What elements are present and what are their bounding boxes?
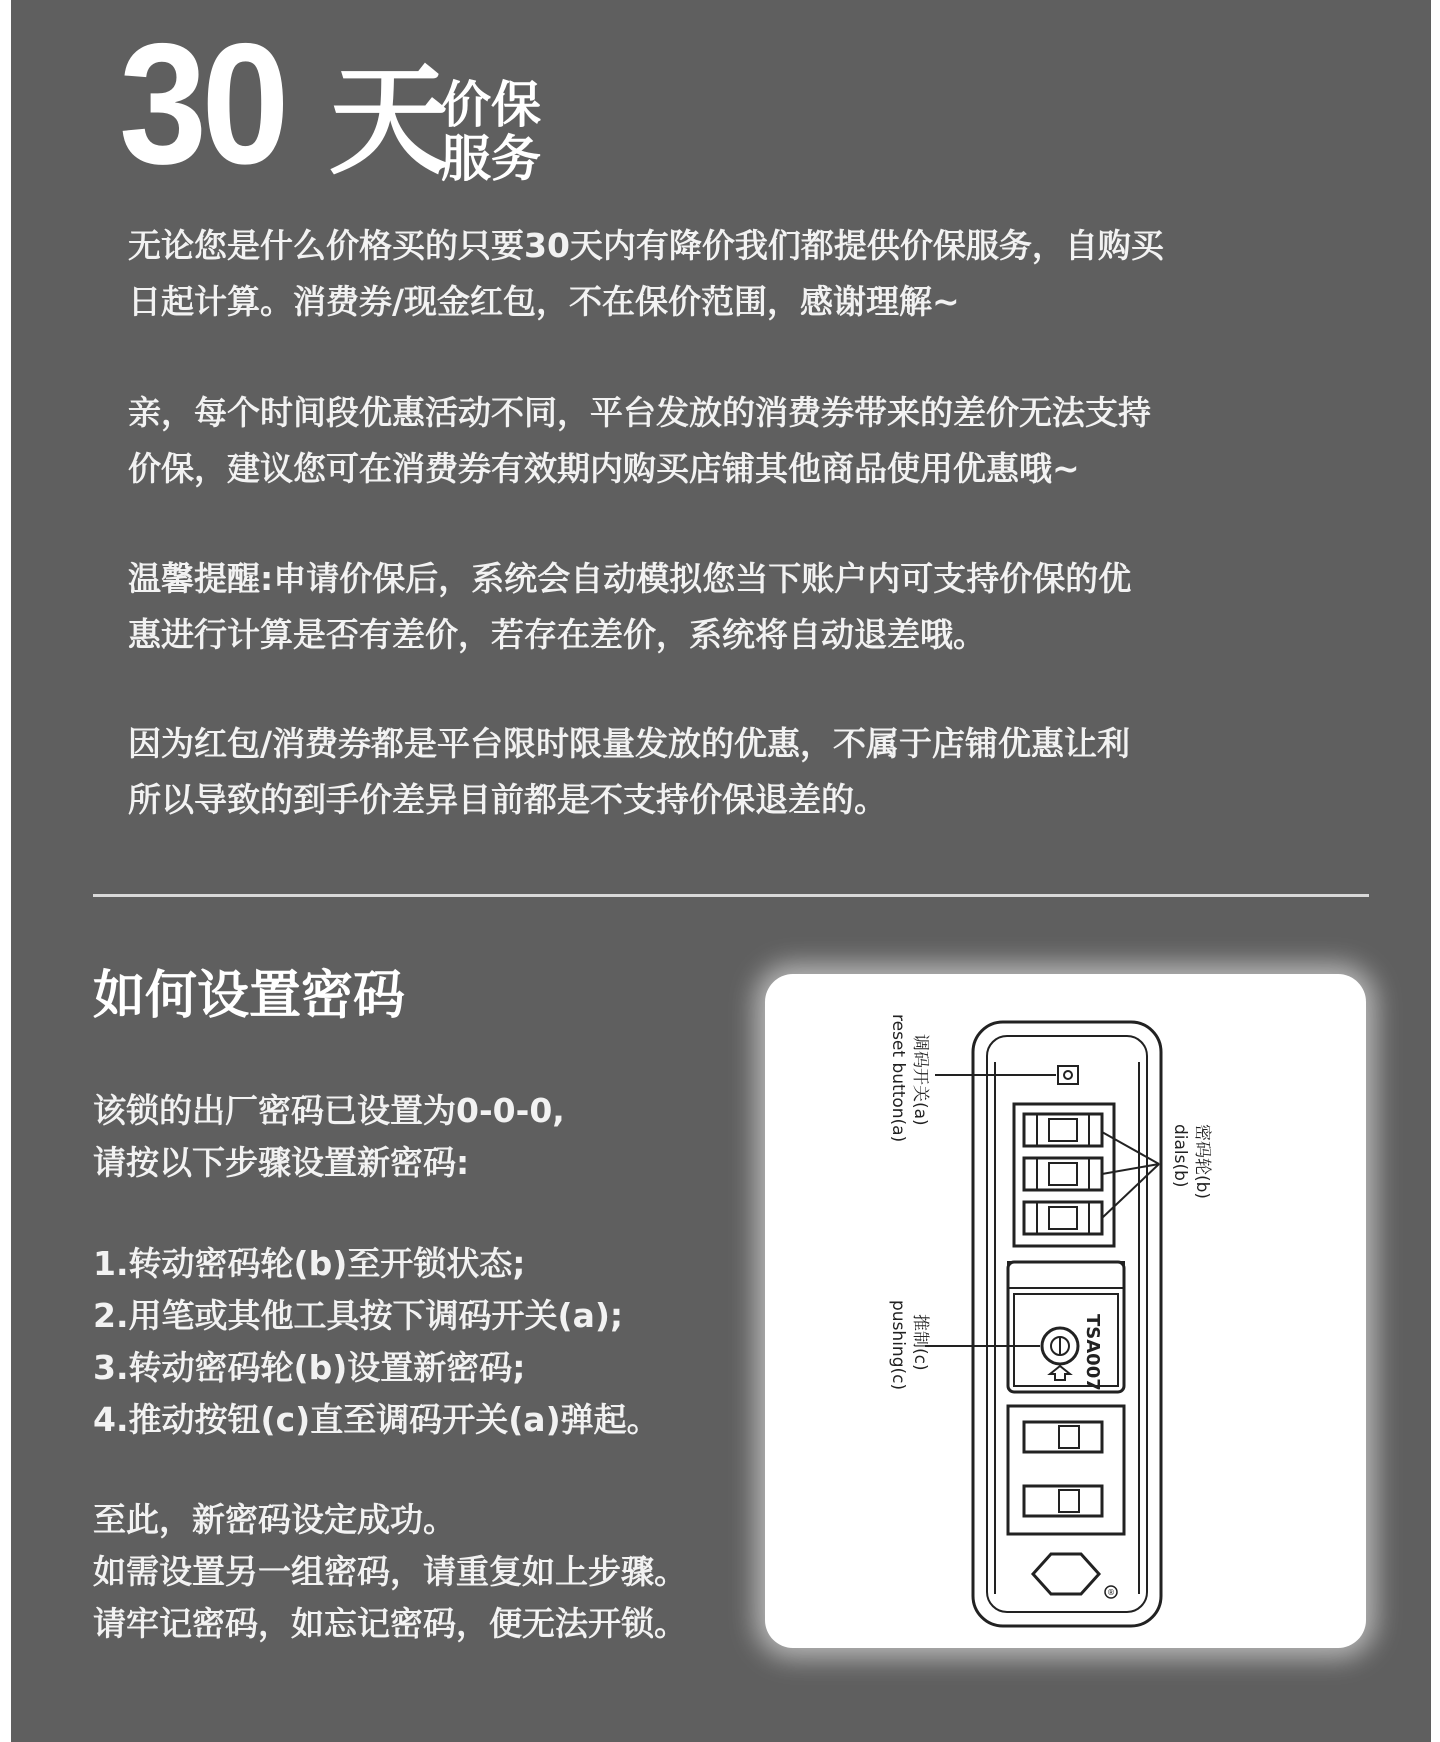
price-protection-page (11, 0, 1431, 1742)
notice-3-line-2: 惠进行计算是否有差价，若存在差价，系统将自动退差哦。 (128, 615, 986, 654)
notice-1-line-1: 无论您是什么价格买的只要30天内有降价我们都提供价保服务，自购买 (128, 226, 1164, 265)
notice-3-line-1: 温馨提醒:申请价保后，系统会自动模拟您当下账户内可支持价保的优 (128, 559, 1132, 598)
notice-paragraph-4 (128, 716, 1238, 828)
dials-leader-lines (1102, 1132, 1159, 1218)
outro-line-2: 如需设置另一组密码，请重复如上步骤。 (93, 1552, 687, 1591)
notice-paragraph-2 (128, 385, 1238, 497)
lock-diagram (765, 974, 1366, 1648)
step-2: 2.用笔或其他工具按下调码开关(a); (93, 1296, 624, 1335)
intro-line-1: 该锁的出厂密码已设置为0-0-0, (93, 1091, 565, 1130)
notice-paragraph-3 (128, 551, 1238, 663)
notice-2-line-2: 价保，建议您可在消费券有效期内购买店铺其他商品使用优惠哦~ (128, 449, 1080, 488)
header-subtitle (441, 78, 541, 186)
password-outro (93, 1494, 733, 1650)
reset-button-icon (1058, 1066, 1078, 1084)
intro-line-2: 请按以下步骤设置新密码: (93, 1143, 470, 1182)
notice-4-line-2: 所以导致的到手价差异目前都是不支持价保退差的。 (128, 780, 887, 819)
header-subtitle-line1: 价保 (441, 76, 541, 134)
outro-line-3: 请牢记密码，如忘记密码，便无法开锁。 (93, 1604, 687, 1643)
dial-1 (1024, 1114, 1102, 1146)
password-steps (93, 1238, 733, 1446)
reset-label-cn: 调码开关(a) (910, 1034, 930, 1126)
push-arrow-icon (1050, 1366, 1070, 1380)
dials-label-cn: 密码轮(b) (1192, 1124, 1212, 1200)
step-1: 1.转动密码轮(b)至开锁状态; (93, 1244, 526, 1283)
dials-label-en: dials(b) (1170, 1124, 1190, 1188)
tsa-logo-icon (1033, 1554, 1099, 1594)
notice-2-line-1: 亲，每个时间段优惠活动不同，平台发放的消费券带来的差价无法支持 (128, 393, 1151, 432)
step-3: 3.转动密码轮(b)设置新密码; (93, 1348, 526, 1387)
password-section-title: 如何设置密码 (93, 966, 406, 1026)
push-label-cn: 推制(c) (910, 1314, 930, 1371)
step-4: 4.推动按钮(c)直至调码开关(a)弹起。 (93, 1400, 660, 1439)
notice-paragraph-1 (128, 218, 1238, 330)
reset-label-en: reset button(a) (888, 1014, 908, 1143)
dial-3 (1024, 1202, 1102, 1234)
lock-diagram-card (765, 974, 1366, 1648)
push-label-en: pushing(c) (888, 1300, 908, 1391)
dial-2 (1024, 1158, 1102, 1190)
push-button-housing (1008, 1262, 1124, 1392)
dials-panel (1014, 1104, 1114, 1246)
notice-4-line-1: 因为红包/消费券都是平台限时限量发放的优惠，不属于店铺优惠让利 (128, 724, 1131, 763)
password-intro (93, 1085, 733, 1189)
registered-mark: ® (1107, 1588, 1115, 1597)
header-day-char: 天 (329, 52, 449, 191)
header-subtitle-line2: 服务 (441, 130, 541, 188)
section-divider (93, 894, 1369, 897)
outro-line-1: 至此，新密码设定成功。 (93, 1500, 456, 1539)
notice-1-line-2: 日起计算。消费券/现金红包，不在保价范围，感谢理解~ (128, 282, 960, 321)
brand-label: TSA007 (1082, 1314, 1103, 1391)
header-30-number: 30 (119, 8, 284, 200)
